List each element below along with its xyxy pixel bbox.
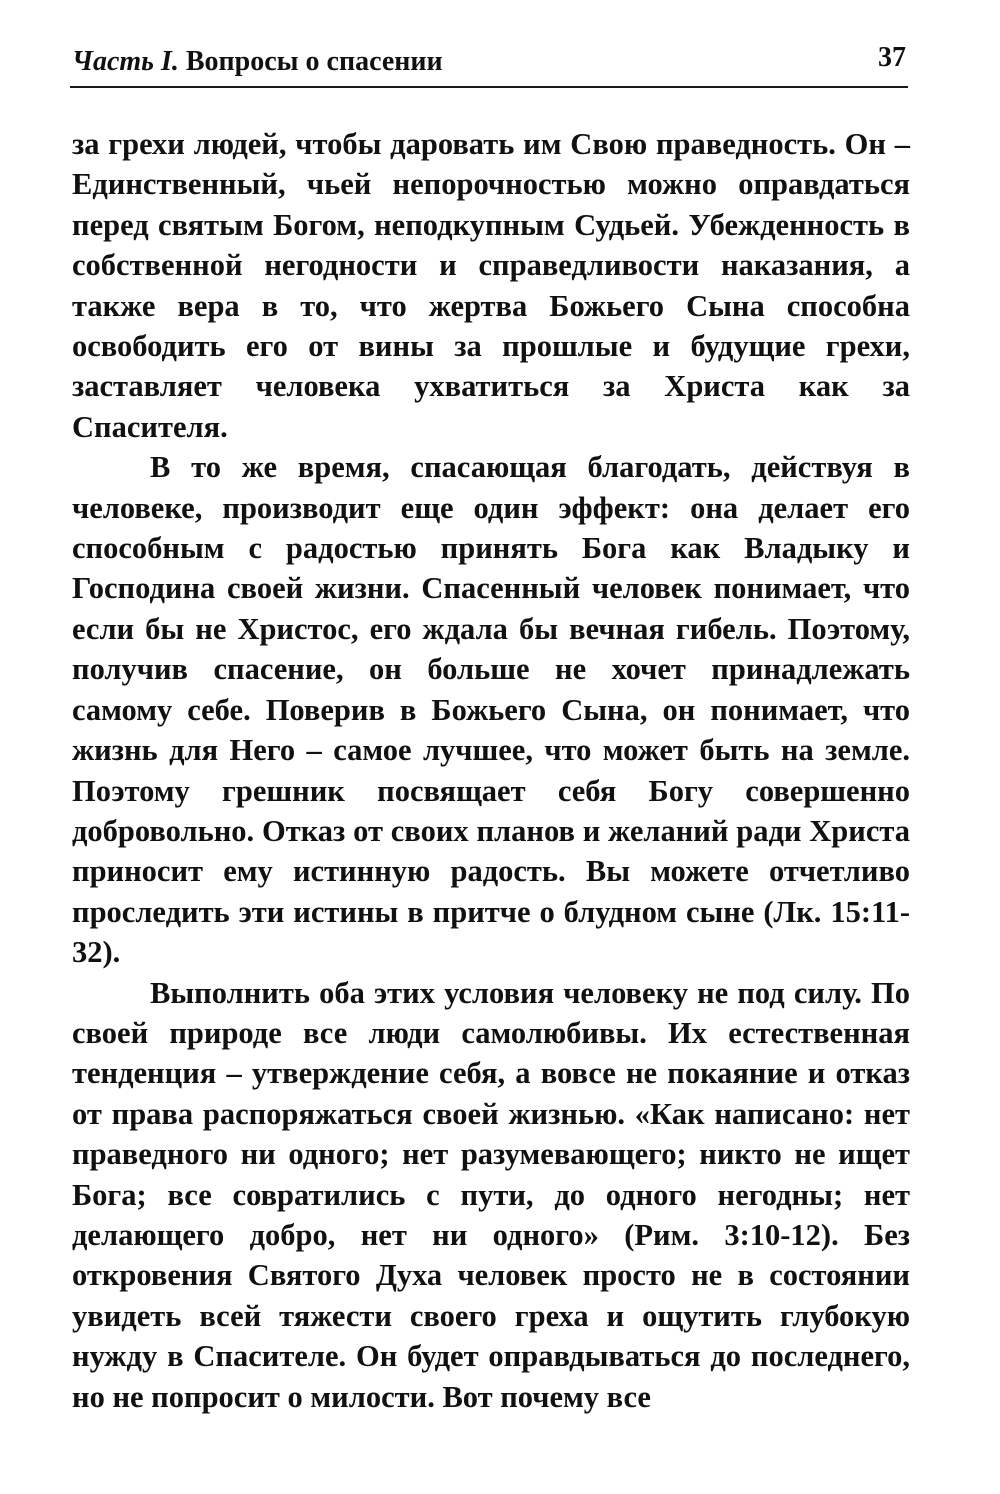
header-title: [72, 46, 443, 78]
chapter-title: Вопросы о спасении: [185, 46, 443, 77]
page-number: 37: [878, 42, 906, 73]
part-label: Часть I.: [72, 46, 179, 77]
running-header: [70, 42, 908, 88]
paragraph-2: В то же время, спасающая благодать, действуя в человеке, производит еще один эффект: она делает его способным с радостью принять Бога как Владыку и Господина своей жизни. Спасенный человек понимает, что если бы не Христос, его ждала бы вечная гибель. Поэтому, получив спасение, он больше не хочет принадлежать самому себе. Поверив в Божьего Сына, он понимает, что жизнь для Него – самое лучшее, что может быть на земле. Поэтому грешник посвящает себя Богу совершенно добровольно. Отказ от своих планов и желаний ради Христа приносит ему истинную радость. Вы можете отчетливо проследить эти истины в притче о блудном сыне (Лк. 15:11-32).: [72, 450, 910, 970]
paragraph-1: за грехи людей, чтобы даровать им Свою праведность. Он – Единственный, чьей непорочностью можно оправдаться перед святым Богом, неподкупным Судьей. Убежденность в собственной негодности и справедливости наказания, а также вера в то, что жертва Божьего Сына способна освободить его от вины за прошлые и будущие грехи, заставляет человека ухватиться за Христа как за Спасителя.: [72, 127, 910, 444]
body-text: [72, 124, 910, 1417]
paragraph-3: Выполнить оба этих условия человеку не под силу. По своей природе все люди самолюбивы. Их естественная тенденция – утверждение себя, а вовсе не покаяние и отказ от права распоряжаться своей жизнью. «Как написано: нет праведного ни одного; нет разумевающего; никто не ищет Бога; все совратились с пути, до одного негодны; нет делающего добро, нет ни одного» (Рим. 3:10-12). Без откровения Святого Духа человек просто не в состоянии увидеть всей тяжести своего греха и ощутить глубокую нужду в Спасителе. Он будет оправдываться до последнего, но не попросит о милости. Вот почему все: [72, 975, 910, 1414]
